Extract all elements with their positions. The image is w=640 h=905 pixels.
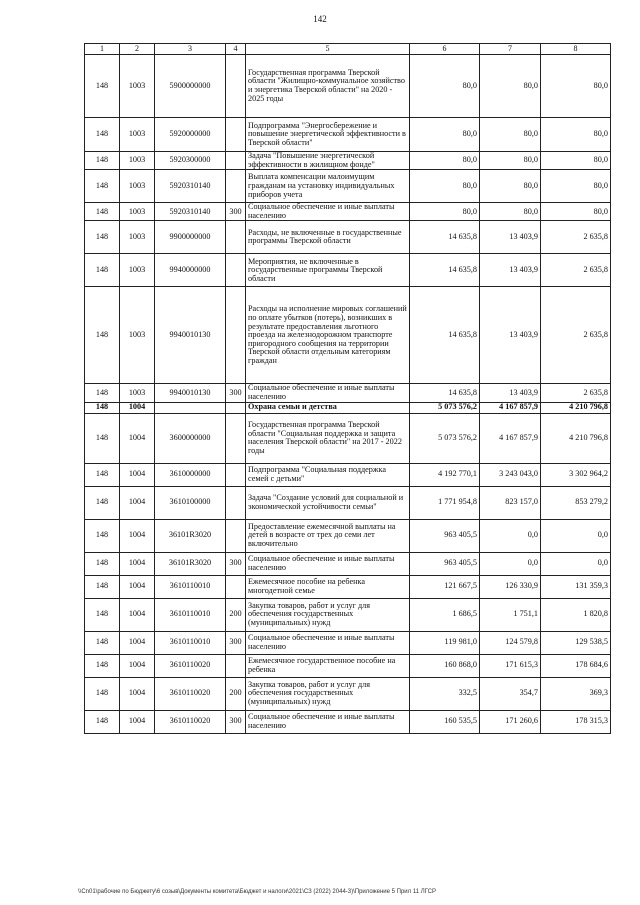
amount-2022-cell: 332,5 [410,677,480,710]
amount-2023-cell: 0,0 [480,552,541,575]
amount-2023-cell: 80,0 [480,152,541,170]
code-section-cell: 1004 [120,598,155,631]
code-admin-cell: 148 [85,575,120,598]
code-expense-type-cell [226,152,246,170]
code-expense-type-cell: 200 [226,677,246,710]
code-target-cell: 3610110010 [155,575,226,598]
code-admin-cell: 148 [85,152,120,170]
column-header: 1 [85,44,120,55]
description-cell: Подпрограмма "Энергосбережение и повышение энергетической эффективности в Тверской области" [246,118,410,152]
description-cell: Закупка товаров, работ и услуг для обеспечения государственных (муниципальных) нужд [246,677,410,710]
code-admin-cell: 148 [85,402,120,413]
table-row [85,221,611,254]
description-cell: Социальное обеспечение и иные выплаты населению [246,710,410,733]
amount-2024-cell: 131 359,3 [541,575,611,598]
amount-2022-cell: 119 981,0 [410,631,480,654]
code-admin-cell: 148 [85,384,120,402]
amount-2023-cell: 13 403,9 [480,287,541,384]
amount-2022-cell: 1 686,5 [410,598,480,631]
description-cell: Задача "Повышение энергетической эффективности в жилищном фонде" [246,152,410,170]
table-row [85,710,611,733]
code-section-cell: 1003 [120,170,155,203]
code-expense-type-cell [226,170,246,203]
code-section-cell: 1004 [120,519,155,552]
amount-2024-cell: 3 302 964,2 [541,463,611,486]
code-admin-cell: 148 [85,287,120,384]
table-row [85,413,611,463]
description-cell: Предоставление ежемесячной выплаты на детей в возрасте от трех до семи лет включительно [246,519,410,552]
amount-2024-cell: 2 635,8 [541,384,611,402]
code-section-cell: 1003 [120,221,155,254]
code-expense-type-cell [226,118,246,152]
description-cell: Государственная программа Тверской области "Жилищно-коммунальное хозяйство и энергетика Тверской области" на 2020 - 2025 годы [246,55,410,118]
amount-2024-cell: 80,0 [541,170,611,203]
code-target-cell: 9940010130 [155,287,226,384]
code-section-cell: 1003 [120,118,155,152]
amount-2022-cell: 14 635,8 [410,254,480,287]
table-row [85,677,611,710]
table-row [85,552,611,575]
description-cell: Социальное обеспечение и иные выплаты населению [246,552,410,575]
table-row [85,654,611,677]
code-target-cell: 5900000000 [155,55,226,118]
table-row [85,519,611,552]
description-cell: Задача "Создание условий для социальной и экономической устойчивости семьи" [246,486,410,519]
code-section-cell: 1004 [120,413,155,463]
amount-2024-cell: 80,0 [541,203,611,221]
amount-2023-cell: 126 330,9 [480,575,541,598]
amount-2023-cell: 354,7 [480,677,541,710]
amount-2022-cell: 80,0 [410,118,480,152]
table-body [85,55,611,734]
code-admin-cell: 148 [85,463,120,486]
description-cell: Государственная программа Тверской области "Социальная поддержка и защита населения Тверской области" на 2017 - 2022 годы [246,413,410,463]
code-admin-cell: 148 [85,654,120,677]
amount-2023-cell: 13 403,9 [480,384,541,402]
description-cell: Ежемесячное государственное пособие на ребенка [246,654,410,677]
description-cell: Закупка товаров, работ и услуг для обеспечения государственных (муниципальных) нужд [246,598,410,631]
code-expense-type-cell [226,463,246,486]
code-admin-cell: 148 [85,552,120,575]
table-row [85,152,611,170]
code-target-cell: 3610110010 [155,598,226,631]
code-expense-type-cell [226,221,246,254]
amount-2024-cell: 853 279,2 [541,486,611,519]
description-cell: Расходы, не включенные в государственные программы Тверской области [246,221,410,254]
amount-2022-cell: 4 192 770,1 [410,463,480,486]
amount-2024-cell: 178 315,3 [541,710,611,733]
code-expense-type-cell: 300 [226,203,246,221]
column-header: 4 [226,44,246,55]
description-cell: Социальное обеспечение и иные выплаты населению [246,203,410,221]
code-target-cell: 5920000000 [155,118,226,152]
amount-2022-cell: 14 635,8 [410,221,480,254]
column-header: 3 [155,44,226,55]
code-admin-cell: 148 [85,118,120,152]
page-number: 142 [313,14,327,24]
code-target-cell: 3610110020 [155,710,226,733]
code-section-cell: 1003 [120,203,155,221]
table-row [85,402,611,413]
code-section-cell: 1004 [120,710,155,733]
description-cell: Выплата компенсации малоимущим гражданам на установку индивидуальных приборов учета [246,170,410,203]
amount-2022-cell: 14 635,8 [410,287,480,384]
table-row [85,287,611,384]
amount-2024-cell: 4 210 796,8 [541,402,611,413]
code-section-cell: 1004 [120,402,155,413]
amount-2023-cell: 124 579,8 [480,631,541,654]
code-target-cell: 36101R3020 [155,519,226,552]
description-cell: Мероприятия, не включенные в государственные программы Тверской области [246,254,410,287]
amount-2024-cell: 80,0 [541,152,611,170]
code-expense-type-cell: 300 [226,710,246,733]
description-cell: Социальное обеспечение и иные выплаты населению [246,384,410,402]
code-target-cell: 3610110020 [155,654,226,677]
code-admin-cell: 148 [85,486,120,519]
code-target-cell: 9900000000 [155,221,226,254]
budget-table [84,43,611,734]
code-section-cell: 1004 [120,552,155,575]
amount-2024-cell: 0,0 [541,519,611,552]
code-expense-type-cell: 300 [226,552,246,575]
code-target-cell: 5920310140 [155,170,226,203]
code-admin-cell: 148 [85,519,120,552]
amount-2022-cell: 963 405,5 [410,519,480,552]
table-header-row [85,44,611,55]
column-header: 2 [120,44,155,55]
amount-2022-cell: 80,0 [410,152,480,170]
description-cell: Подпрограмма "Социальная поддержка семей с детьми" [246,463,410,486]
code-expense-type-cell: 200 [226,598,246,631]
amount-2024-cell: 80,0 [541,55,611,118]
amount-2022-cell: 80,0 [410,203,480,221]
code-target-cell: 9940000000 [155,254,226,287]
code-section-cell: 1003 [120,152,155,170]
amount-2023-cell: 80,0 [480,118,541,152]
table-row [85,203,611,221]
code-target-cell: 3610000000 [155,463,226,486]
column-header: 8 [541,44,611,55]
amount-2023-cell: 4 167 857,9 [480,413,541,463]
amount-2022-cell: 14 635,8 [410,384,480,402]
code-expense-type-cell [226,575,246,598]
amount-2022-cell: 121 667,5 [410,575,480,598]
code-section-cell: 1003 [120,287,155,384]
amount-2022-cell: 80,0 [410,55,480,118]
code-expense-type-cell [226,519,246,552]
code-section-cell: 1004 [120,631,155,654]
code-admin-cell: 148 [85,598,120,631]
code-section-cell: 1003 [120,55,155,118]
code-expense-type-cell: 300 [226,384,246,402]
table-row [85,118,611,152]
amount-2022-cell: 160 868,0 [410,654,480,677]
amount-2023-cell: 171 260,6 [480,710,541,733]
table-row [85,575,611,598]
code-admin-cell: 148 [85,221,120,254]
code-target-cell: 3610110020 [155,677,226,710]
description-cell: Охрана семьи и детства [246,402,410,413]
table-row [85,170,611,203]
amount-2023-cell: 3 243 043,0 [480,463,541,486]
code-admin-cell: 148 [85,170,120,203]
amount-2024-cell: 129 538,5 [541,631,611,654]
column-header: 5 [246,44,410,55]
amount-2022-cell: 1 771 954,8 [410,486,480,519]
amount-2023-cell: 80,0 [480,203,541,221]
amount-2022-cell: 963 405,5 [410,552,480,575]
code-expense-type-cell [226,287,246,384]
table-row [85,384,611,402]
description-cell: Расходы на исполнение мировых соглашений по оплате убытков (потерь), возникших в результате предоставления льготного проезда на железнодорожном транспорте пригородного сообщения на территории Тверской области отдельным категориям граждан [246,287,410,384]
code-section-cell: 1004 [120,463,155,486]
code-section-cell: 1004 [120,677,155,710]
amount-2022-cell: 5 073 576,2 [410,413,480,463]
amount-2023-cell: 4 167 857,9 [480,402,541,413]
amount-2024-cell: 2 635,8 [541,254,611,287]
code-admin-cell: 148 [85,203,120,221]
code-target-cell: 5920310140 [155,203,226,221]
code-expense-type-cell [226,486,246,519]
amount-2023-cell: 13 403,9 [480,221,541,254]
code-admin-cell: 148 [85,677,120,710]
code-expense-type-cell: 300 [226,631,246,654]
code-target-cell: 3610110010 [155,631,226,654]
code-expense-type-cell [226,402,246,413]
table-row [85,598,611,631]
description-cell: Социальное обеспечение и иные выплаты населению [246,631,410,654]
amount-2022-cell: 5 073 576,2 [410,402,480,413]
amount-2024-cell: 2 635,8 [541,287,611,384]
amount-2024-cell: 2 635,8 [541,221,611,254]
table-row [85,55,611,118]
amount-2022-cell: 80,0 [410,170,480,203]
code-section-cell: 1003 [120,254,155,287]
column-header: 7 [480,44,541,55]
code-admin-cell: 148 [85,710,120,733]
code-target-cell: 5920300000 [155,152,226,170]
table-row [85,486,611,519]
amount-2024-cell: 369,3 [541,677,611,710]
column-header: 6 [410,44,480,55]
code-section-cell: 1004 [120,575,155,598]
table-row [85,631,611,654]
code-admin-cell: 148 [85,55,120,118]
code-target-cell: 9940010130 [155,384,226,402]
code-admin-cell: 148 [85,254,120,287]
file-path-footer: \\Cn01\рабочие по Бюджету\6 созыв\Документы комитета\Бюджет и налоги\2021\СЗ (2022) 2044-3)\Приложение 5 Прил 11 ЛГСР [78,889,436,895]
code-admin-cell: 148 [85,631,120,654]
code-section-cell: 1003 [120,384,155,402]
amount-2024-cell: 1 820,8 [541,598,611,631]
code-target-cell [155,402,226,413]
code-expense-type-cell [226,254,246,287]
amount-2024-cell: 80,0 [541,118,611,152]
amount-2024-cell: 178 684,6 [541,654,611,677]
table-row [85,254,611,287]
amount-2023-cell: 0,0 [480,519,541,552]
amount-2022-cell: 160 535,5 [410,710,480,733]
code-section-cell: 1004 [120,654,155,677]
code-expense-type-cell [226,55,246,118]
amount-2023-cell: 80,0 [480,170,541,203]
amount-2023-cell: 823 157,0 [480,486,541,519]
code-expense-type-cell [226,654,246,677]
table-row [85,463,611,486]
amount-2023-cell: 171 615,3 [480,654,541,677]
amount-2023-cell: 1 751,1 [480,598,541,631]
code-target-cell: 36101R3020 [155,552,226,575]
description-cell: Ежемесячное пособие на ребенка многодетной семье [246,575,410,598]
amount-2024-cell: 0,0 [541,552,611,575]
code-target-cell: 3600000000 [155,413,226,463]
code-admin-cell: 148 [85,413,120,463]
amount-2023-cell: 80,0 [480,55,541,118]
amount-2023-cell: 13 403,9 [480,254,541,287]
code-section-cell: 1004 [120,486,155,519]
amount-2024-cell: 4 210 796,8 [541,413,611,463]
code-expense-type-cell [226,413,246,463]
code-target-cell: 3610100000 [155,486,226,519]
